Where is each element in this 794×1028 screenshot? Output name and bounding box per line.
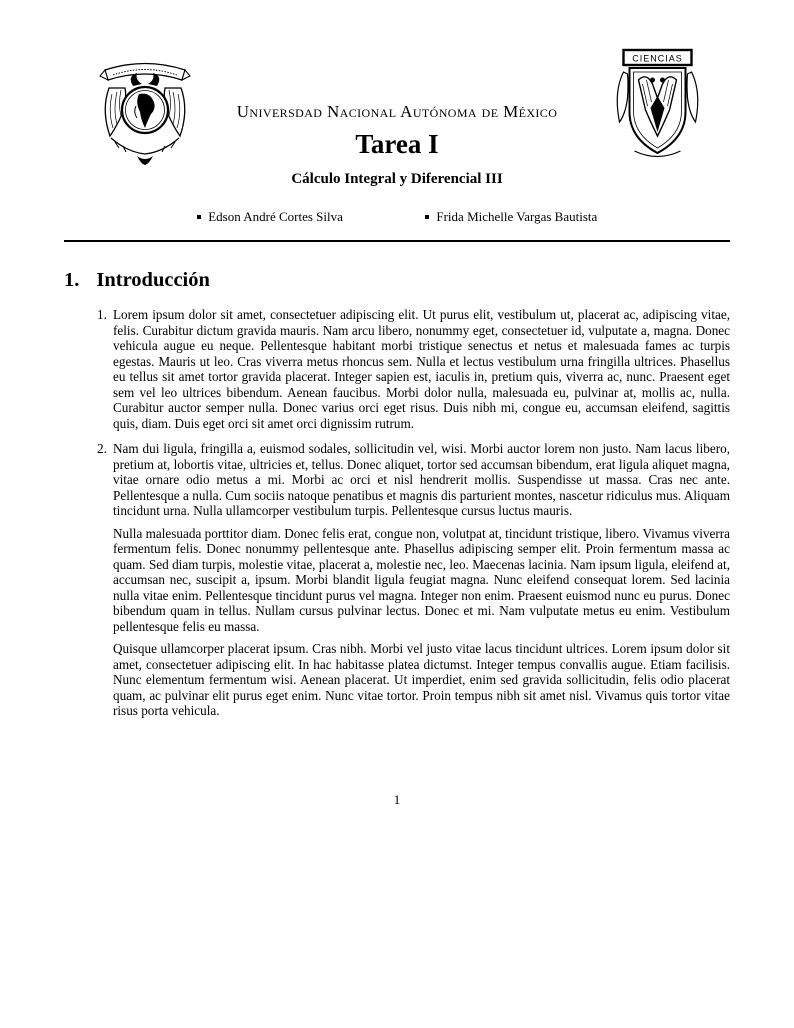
- page-number: 1: [393, 792, 401, 807]
- paragraph: Lorem ipsum dolor sit amet, consectetuer adipiscing elit. Ut purus elit, vestibulum ut, placerat ac, adipiscing vitae, felis. Curabitur dictum gravida mauris. Nam arcu libero, nonummy eget, consectetuer id, vulputate a, magna. Donec vehicula augue eu neque. Pellentesque habitant morbi tristique senectus et netus et malesuada fames ac turpis egestas. Mauris ut leo. Cras viverra metus rhoncus sem. Nulla et lectus vestibulum urna fringilla ultrices. Phasellus eu tellus sit amet tortor gravida placerat. Integer sapien est, iaculis in, pretium quis, viverra ac, nunc. Praesent eget sem vel leo ultrices bibendum. Aenean faucibus. Morbi dolor nulla, malesuada eu, pulvinar at, mollis ac, nulla. Curabitur auctor semper nulla. Donec varius orci eget risus. Duis nibh mi, congue eu, accumsan eleifend, sagittis quis, diam. Duis eget orci sit amet orci dignissim rutrum.: [113, 307, 730, 431]
- square-bullet-icon: [197, 215, 202, 220]
- square-bullet-icon: [425, 215, 430, 220]
- paragraph: Quisque ullamcorper placerat ipsum. Cras nibh. Morbi vel justo vitae lacus tincidunt ultrices. Lorem ipsum dolor sit amet, consectetuer adipiscing elit. In hac habitasse platea dictumst. Integer tempus convallis augue. Etiam facilisis. Nunc elementum fermentum wisi. Aenean placerat. Ut imperdiet, enim sed gravida sollicitudin, felis odio placerat quam, ac pulvinar elit purus eget enim. Nunc vitae tortor. Proin tempus nibh sit amet nisl. Vivamus quis tortor vitae risus porta vehicula.: [113, 641, 730, 718]
- author-name: Frida Michelle Vargas Bautista: [436, 209, 598, 224]
- header-divider: [64, 240, 730, 242]
- document-body: [64, 269, 730, 719]
- ciencias-logo: [614, 48, 701, 162]
- author-item: [197, 209, 343, 225]
- list-item: [64, 441, 730, 719]
- ciencias-banner-text: CIENCIAS: [632, 53, 683, 64]
- paragraph: Nam dui ligula, fringilla a, euismod sodales, sollicitudin vel, wisi. Morbi auctor lorem non justo. Nam lacus libero, pretium at, lobortis vitae, ultricies et, tellus. Donec aliquet, tortor sed accumsan bibendum, erat ligula aliquet magna, vitae ornare odio metus a mi. Morbi ac orci et nisl hendrerit mollis. Suspendisse ut massa. Cras nec ante. Pellentesque a nulla. Cum sociis natoque penatibus et magnis dis parturient montes, nascetur ridiculus mus. Aliquam tincidunt urna. Nulla ullamcorper vestibulum turpis. Pellentesque cursus luctus mauris.: [113, 441, 730, 518]
- course-subtitle: Cálculo Integral y Diferencial III: [291, 171, 503, 187]
- unam-logo: [97, 56, 193, 168]
- section-number: 1.: [64, 269, 80, 291]
- authors-row: [0, 209, 794, 225]
- section-heading: [64, 269, 730, 292]
- list-item-number: 2.: [97, 441, 107, 456]
- document-title: Tarea I: [355, 129, 439, 159]
- university-name: Universdad Nacional Autónoma de México: [236, 102, 558, 121]
- author-name: Edson André Cortes Silva: [208, 209, 343, 224]
- section-title: Introducción: [96, 269, 210, 291]
- author-item: [425, 209, 597, 225]
- list-item: [64, 307, 730, 431]
- list-item-number: 1.: [97, 307, 107, 322]
- paragraph: Nulla malesuada porttitor diam. Donec felis erat, congue non, volutpat at, tincidunt tristique, libero. Vivamus viverra fermentum felis. Donec nonummy pellentesque ante. Phasellus adipiscing semper elit. Proin fermentum massa ac quam. Sed diam turpis, molestie vitae, placerat a, molestie nec, leo. Maecenas lacinia. Nam ipsum ligula, eleifend at, accumsan nec, suscipit a, ipsum. Morbi blandit ligula feugiat magna. Nunc eleifend consequat lorem. Sed lacinia nulla vitae enim. Pellentesque tincidunt purus vel magna. Integer non enim. Praesent euismod nunc eu purus. Donec bibendum quam in tellus. Nullam cursus pulvinar lectus. Donec et mi. Nam vulputate metus eu enim. Vestibulum pellentesque felis eu massa.: [113, 525, 730, 634]
